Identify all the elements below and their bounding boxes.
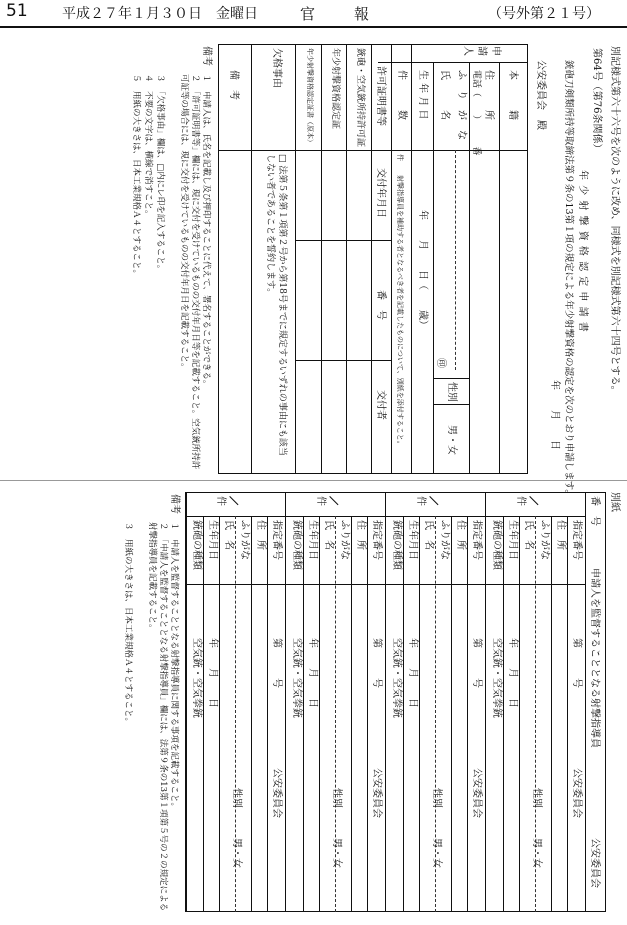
block-field-value: 空気銃・空気拳銃 [291,638,302,718]
field-rule [367,516,368,912]
page-number: 51 [6,1,28,21]
field-rule [251,516,252,912]
block-field-label: 氏 名 [423,520,434,550]
row-honseki: 本 籍 [507,70,518,120]
block-field-value: 年 月 日 [507,638,518,708]
block-field-value: 空気銃・空気拳銃 [391,638,402,718]
row-furigana: ふ り が な [456,70,467,140]
field-rule [551,516,552,912]
field-rule [519,516,520,912]
gender-label: 性別 [446,382,457,402]
row-denwa: 電話（ ） 番 [471,70,481,156]
cert-row-2: 年少射撃資格認定証 [330,48,340,130]
gender-options: 男・女 [331,838,342,868]
note-4: ４ 不要の文字は、横線で消すこと。 [143,74,153,219]
cert-row-1: 銃砲・空気銃所持許可証 [355,48,365,148]
field-rule [219,516,220,912]
ken-label: 件 [415,496,426,506]
block-field-label: 銃砲の種類 [491,520,502,570]
row-shimei: 氏 名 [439,70,450,120]
block-field-label: ふりがな [239,520,250,560]
attachment-label: 別紙 [609,492,620,512]
ken-label: 件 [315,496,326,506]
block-field-label: 生年月日 [207,520,218,560]
seal-mark: ㊞ [435,358,446,368]
att-header-num: 番 号 [589,496,600,526]
gender-label: 性別 [231,788,242,808]
form-number: 第64号（第76条関係） [591,48,602,154]
cert-row-3: 年少射撃資格認定証書（原本） [306,48,314,146]
block-field-label: 生年月日 [507,520,518,560]
block-authority: 公安委員会 [571,768,582,818]
block-authority: 公安委員会 [271,768,282,818]
field-rule [451,516,452,912]
column-rule [186,516,286,517]
attachment-form [22,488,622,918]
ken-label: 件 [215,496,226,506]
birth-value: 年 月 日（ 歳） [417,210,428,330]
field-rule [467,516,468,912]
note-3: ３ 「欠格事由」欄は、□内にレ印を記入すること。 [155,74,165,274]
att-header-auth: 公安委員会 [589,838,600,888]
att-header-title: 申請人を監督することとなる射撃指導員 [589,568,600,748]
kensuu-note: 件 射撃指導員を補助する者となるべき者を記載したものについて、別紙を添付すること。 [396,154,404,448]
block-field-label: 指定番号 [371,520,382,560]
column-rule [386,584,486,585]
block-field-label: 指定番号 [271,520,282,560]
block-field-label: 指定番号 [571,520,582,560]
cert-col-4: 交付者 [375,390,386,420]
block-separator [285,492,286,912]
block-field-value: 空気銃・空気拳銃 [491,638,502,718]
kekkaku-oath[interactable]: □ 法第５条第１項第２号から第18号までに規定するいずれの事由にも該当しない者であることを誓約します。 [265,154,287,456]
field-rule [303,516,304,912]
block-field-label: ふりがな [339,520,350,560]
form-title: 年 少 射 撃 資 格 認 定 申 請 書 [577,170,588,333]
block-field-value: 年 月 日 [207,638,218,708]
block-field-label: ふりがな [539,520,550,560]
column-rule [286,516,386,517]
block-field-value: 年 月 日 [307,638,318,708]
gender-label: 性別 [531,788,542,808]
field-rule [319,516,320,912]
block-field-label: 住 所 [455,520,466,550]
block-field-label: 銃砲の種類 [191,520,202,570]
block-field-value: 年 月 日 [407,638,418,708]
gender-options: 男・女 [446,425,457,455]
block-field-label: ふりがな [439,520,450,560]
column-rule [486,516,586,517]
column-rule [386,516,486,517]
block-field-label: 銃砲の種類 [391,520,402,570]
gazette-header [0,0,627,28]
block-field-value: 第 号 [271,638,282,688]
att-note-2: ２ 「申請人を監督することとなる射撃指導員」欄には、法第９条の13第１項第５号の２の規定による射撃指導員を記載すること。 [147,522,168,912]
ken-label: 件 [515,496,526,506]
biko-label: 備 考 [228,70,239,100]
amendment-intro: 別記様式第六十六号を次のように改め、同様式を別記様式第六十四号とする。 [609,46,620,396]
gender-options: 男・女 [231,838,242,868]
applicant-label: 申 請 人 [462,46,501,66]
field-rule [267,516,268,912]
block-field-label: 住 所 [355,520,366,550]
block-field-label: 住 所 [555,520,566,550]
issue-date: 平成２７年１月３０日 金曜日 [62,6,258,22]
edition-number: （号外第２１号） [488,6,600,22]
column-rule [286,584,386,585]
application-statement: 銃砲刀剣類所持等取締法第９条の13第１項の規定による年少射撃資格の認定を次のとおり申請します。 [563,60,574,499]
block-authority: 公安委員会 [471,768,482,818]
form-64-application [22,40,622,499]
block-field-label: 銃砲の種類 [291,520,302,570]
field-rule [403,516,404,912]
kekkaku-label: 欠格事由 [271,48,282,88]
block-separator [385,492,386,912]
block-field-label: 住 所 [255,520,266,550]
block-field-label: 氏 名 [523,520,534,550]
block-field-value: 第 号 [471,638,482,688]
block-separator [485,492,486,912]
column-rule [486,584,586,585]
gender-options: 男・女 [431,838,442,868]
application-date: 年 月 日 [549,380,560,450]
row-jusho: 住 所 [483,70,494,120]
gender-label: 性別 [331,788,342,808]
section-divider [0,480,627,481]
att-notes-label: 備考 [169,494,180,514]
gender-options: 男・女 [531,838,542,868]
cert-col-1: 許可証明書等 [375,66,386,126]
block-field-value: 第 号 [571,638,582,688]
gazette-title: 官 報 [300,5,382,23]
gender-label: 性別 [431,788,442,808]
field-rule [203,516,204,912]
block-field-value: 空気銃・空気拳銃 [191,638,202,718]
cert-col-3: 番 号 [375,290,386,320]
note-1: １ 申請人は、氏名を記載し及び押印することに代えて、署名することができる。 [201,74,211,389]
att-note-3: ３ 用紙の大きさは、日本工業規格Ａ４とすること。 [123,522,133,727]
cert-col-2: 交付年月日 [375,168,386,218]
field-rule [351,516,352,912]
notes-label: 備考 [201,46,212,66]
block-field-label: 氏 名 [323,520,334,550]
column-rule [186,584,286,585]
block-field-label: 生年月日 [307,520,318,560]
note-5: ５ 用紙の大きさは、日本工業規格Ａ４とすること。 [131,74,141,279]
field-rule [419,516,420,912]
field-rule [567,516,568,912]
block-field-label: 指定番号 [471,520,482,560]
block-field-value: 第 号 [371,638,382,688]
block-authority: 公安委員会 [371,768,382,818]
row-birth: 生 年 月 日 [417,70,428,120]
addressee: 公安委員会 殿 [535,60,546,130]
note-2: ２ 「許可証明書等」欄には、現に交付を受けているものの交付年月日等を記載すること。空気銃所持許可証等の場合には、現に交付を受けているものの交付年月日を記載すること。 [179,74,200,470]
row-kensuu: 件 数 [396,70,407,120]
att-note-1: １ 申請人を監督することとなる射撃指導員に関する事項を記載すること。 [169,522,179,812]
block-separator [185,492,186,912]
field-rule [503,516,504,912]
block-field-label: 生年月日 [407,520,418,560]
block-field-label: 氏 名 [223,520,234,550]
